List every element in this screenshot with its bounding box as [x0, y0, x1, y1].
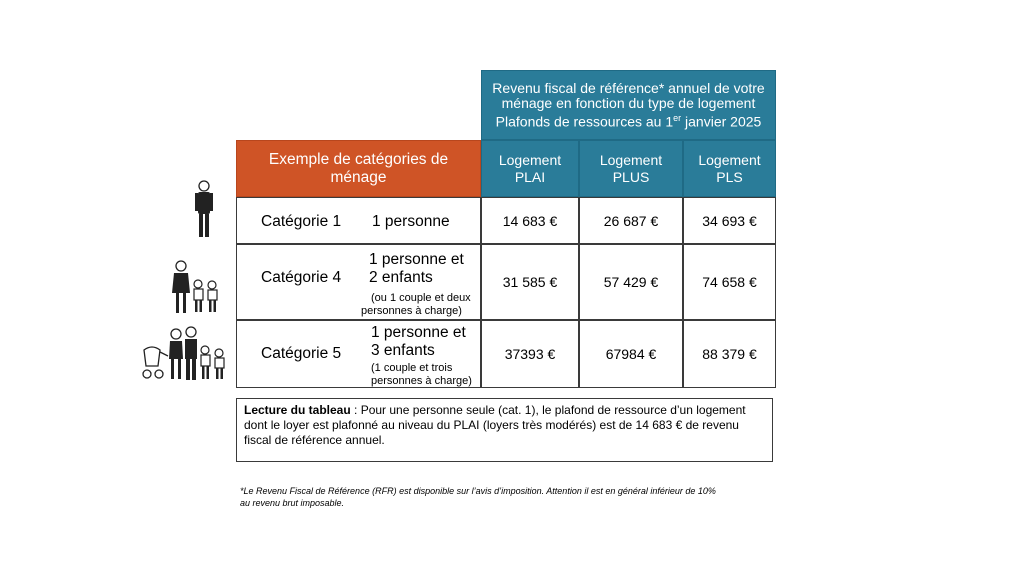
income-header-line2: ménage en fonction du type de logement: [501, 94, 756, 111]
footnote: *Le Revenu Fiscal de Référence (RFR) est disponible sur l’avis d’imposition. Attention il est en général inférieur de 10% au revenu brut imposable.: [240, 486, 716, 508]
category-description-line1: 1 personne et: [369, 251, 464, 268]
value-cell-plai: 37393 €: [481, 320, 579, 388]
reading-box: [236, 398, 773, 462]
table-row-category-5: [236, 320, 481, 388]
value-cell-plai: 14 683 €: [481, 197, 579, 244]
category-description-line2: 3 enfants: [371, 342, 435, 359]
income-header: [481, 70, 776, 140]
parent-two-children-icon: [168, 258, 224, 316]
value-cell-plus: 26 687 €: [579, 197, 683, 244]
income-header-line3: Plafonds de ressources au 1er janvier 2025: [495, 112, 762, 130]
category-header: [236, 140, 481, 197]
table-row-category-4: [236, 244, 481, 320]
value-cell-pls: 88 379 €: [683, 320, 776, 388]
value-cell-plus: 57 429 €: [579, 244, 683, 320]
category-description-line2: 2 enfants: [369, 269, 433, 286]
category-note-line1: (1 couple et trois: [371, 362, 453, 374]
value-cell-pls: 34 693 €: [683, 197, 776, 244]
table-row-category-1: [236, 197, 481, 244]
column-header-pls: Logement PLS: [683, 140, 776, 197]
category-note-line2: personnes à charge): [371, 375, 472, 387]
category-label: Catégorie 1: [261, 213, 342, 230]
category-header-label: Exemple de catégories de ménage: [268, 150, 449, 186]
value-cell-plus: 67984 €: [579, 320, 683, 388]
reading-label: Lecture du tableau: [244, 403, 351, 417]
single-person-icon: [190, 180, 220, 242]
category-label: Catégorie 5: [261, 345, 342, 362]
category-label: Catégorie 4: [261, 269, 342, 286]
column-header-plus: Logement PLUS: [579, 140, 683, 197]
category-description-line1: 1 personne et: [371, 324, 466, 341]
category-description: 1 personne: [372, 213, 450, 230]
category-note-line1: (ou 1 couple et deux: [371, 292, 471, 304]
reading-text: : Pour une personne seule (cat. 1), le plafond de ressource d’un logement dont le loyer est plafonné au niveau du PLAI (loyers très modérés) est de 14 683 € de revenu fiscal de référence annuel.: [244, 403, 746, 447]
income-header-line1: Revenu fiscal de référence* annuel de votre: [492, 79, 765, 96]
value-cell-pls: 74 658 €: [683, 244, 776, 320]
category-note-line2: personnes à charge): [361, 305, 462, 317]
family-with-stroller-icon: [138, 322, 228, 384]
value-cell-plai: 31 585 €: [481, 244, 579, 320]
column-header-plai: Logement PLAI: [481, 140, 579, 197]
